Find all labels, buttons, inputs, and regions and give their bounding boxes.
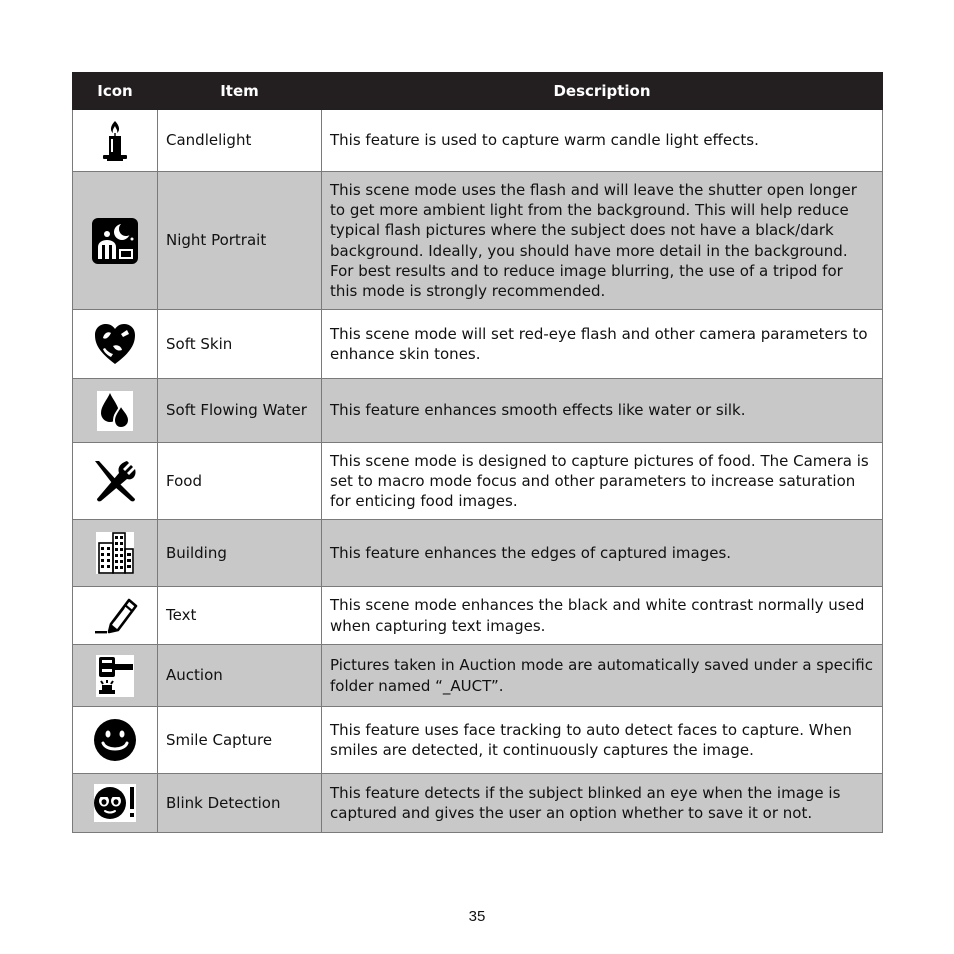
item-description: This scene mode will set red-eye flash and other camera parameters to enhance skin tones. [322, 310, 883, 379]
scene-mode-table [72, 72, 883, 833]
item-name: Soft Skin [158, 310, 322, 379]
water-drops-icon [91, 387, 139, 435]
item-name: Smile Capture [158, 707, 322, 774]
item-description: This scene mode enhances the black and white contrast normally used when capturing text images. [322, 587, 883, 645]
building-icon [91, 529, 139, 577]
table-row [73, 587, 883, 645]
item-name: Text [158, 587, 322, 645]
item-description: This scene mode is designed to capture pictures of food. The Camera is set to macro mode focus and other parameters to increase saturation for enticing food images. [322, 443, 883, 520]
header-description: Description [322, 73, 883, 110]
item-name: Blink Detection [158, 774, 322, 833]
smile-icon [91, 716, 139, 764]
item-name: Building [158, 520, 322, 587]
header-item: Item [158, 73, 322, 110]
soft-skin-icon [91, 320, 139, 368]
table-row [73, 774, 883, 833]
item-name: Candlelight [158, 110, 322, 172]
item-name: Auction [158, 645, 322, 707]
item-name: Night Portrait [158, 172, 322, 310]
item-description: Pictures taken in Auction mode are automatically saved under a specific folder named “_AUCT”. [322, 645, 883, 707]
table-row [73, 645, 883, 707]
header-icon: Icon [73, 73, 158, 110]
table-row [73, 172, 883, 310]
item-description: This feature is used to capture warm candle light effects. [322, 110, 883, 172]
table-row [73, 520, 883, 587]
item-description: This feature enhances the edges of captured images. [322, 520, 883, 587]
item-description: This feature detects if the subject blinked an eye when the image is captured and gives the user an option whether to save it or not. [322, 774, 883, 833]
table-row [73, 110, 883, 172]
table-row [73, 707, 883, 774]
table-row [73, 443, 883, 520]
candle-icon [91, 117, 139, 165]
item-description: This scene mode uses the flash and will leave the shutter open longer to get more ambient light from the background. This will help reduce typical flash pictures where the subject does not have a black/dark background. Ideally, you should have more detail in the background. For best results and to reduce image blurring, the use of a tripod for this mode is strongly recommended. [322, 172, 883, 310]
page-number: 35 [468, 908, 486, 925]
blink-detection-icon [91, 779, 139, 827]
table-row [73, 379, 883, 443]
item-name: Soft Flowing Water [158, 379, 322, 443]
pencil-icon [91, 592, 139, 640]
table-row [73, 310, 883, 379]
table-header-row [73, 73, 883, 110]
fork-knife-icon [91, 457, 139, 505]
gavel-icon [91, 652, 139, 700]
item-name: Food [158, 443, 322, 520]
night-portrait-icon [91, 217, 139, 265]
item-description: This feature uses face tracking to auto detect faces to capture. When smiles are detected, it continuously captures the image. [322, 707, 883, 774]
item-description: This feature enhances smooth effects like water or silk. [322, 379, 883, 443]
